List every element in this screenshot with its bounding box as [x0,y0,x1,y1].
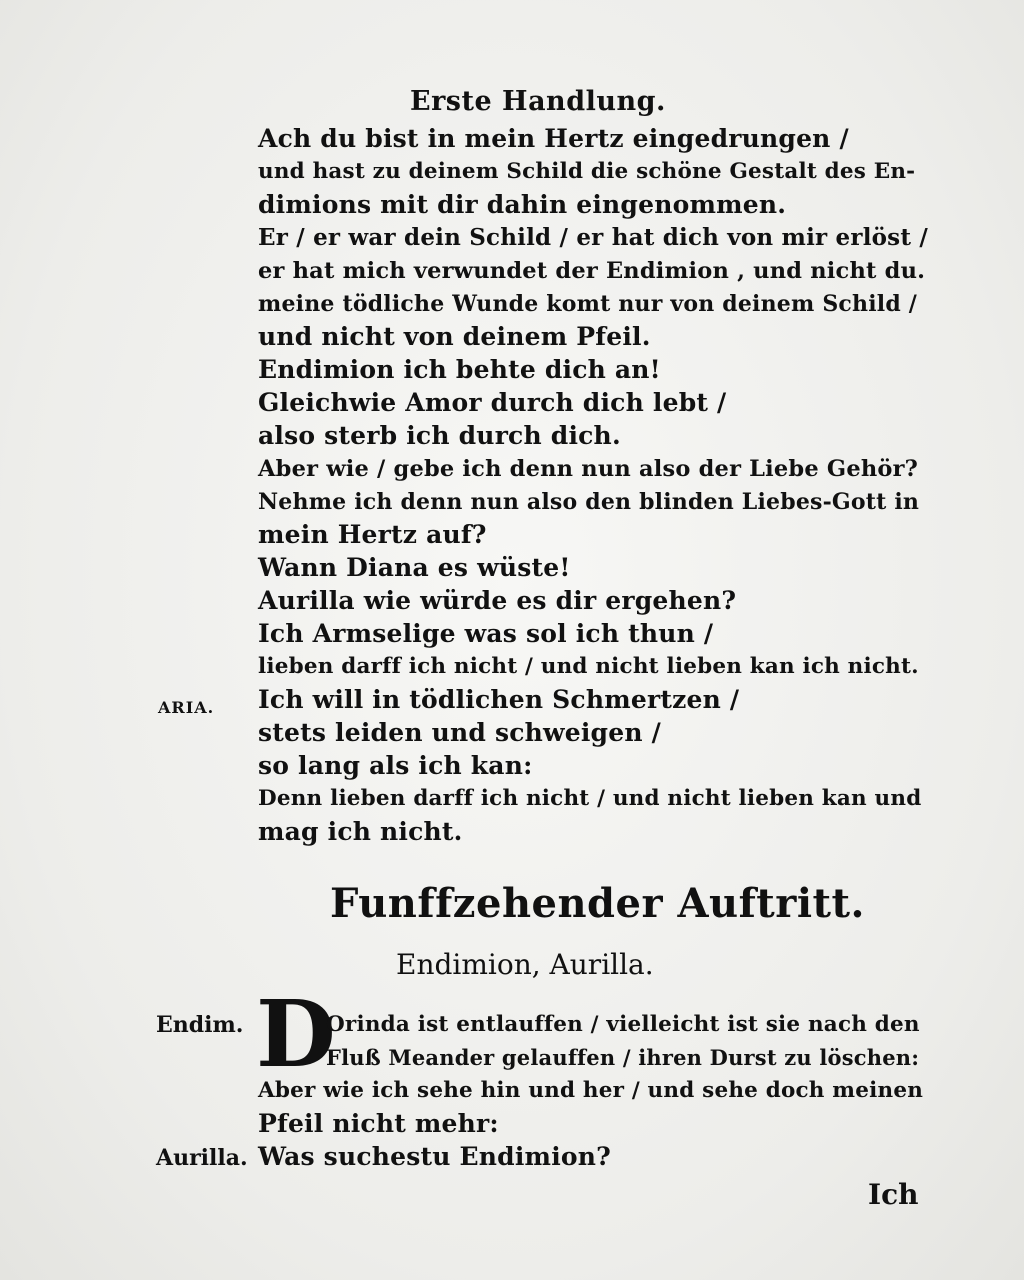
passage-line: also sterb ich durch dich. [258,421,621,450]
speech-line: Fluß Meander gelauffen / ihren Durst zu löschen: [326,1045,920,1070]
passage-line: Denn lieben darff ich nicht / und nicht lieben kan und [258,786,922,811]
passage-line: Nehme ich denn nun also den blinden Liebes-Gott in [258,489,920,515]
speech-line: Pfeil nicht mehr: [258,1109,499,1138]
speech-line: Orinda ist entlauffen / vielleicht ist sie nach den [326,1012,920,1037]
passage-line: Er / er war dein Schild / er hat dich von mir erlöst / [258,224,928,251]
speech-line: Was suchestu Endimion? [258,1142,611,1171]
passage-line: mag ich nicht. [258,817,463,846]
scene-title: Funffzehender Auftritt. [330,880,865,927]
passage-line: Ich will in tödlichen Schmertzen / [258,685,740,714]
passage-line: Wann Diana es wüste! [258,553,571,582]
running-head: Erste Handlung. [410,86,666,117]
passage-line: Aber wie / gebe ich denn nun also der Liebe Gehör? [258,456,919,482]
passage-line: dimions mit dir dahin eingenommen. [258,190,787,219]
passage-line: Aurilla wie würde es dir ergehen? [258,586,737,615]
speaker-label: Endim. [156,1012,244,1038]
drop-cap: D [256,980,336,1088]
catchword: Ich [868,1178,919,1211]
passage-line: Ich Armselige was sol ich thun / [258,619,714,648]
speech-line: Aber wie ich sehe hin und her / und sehe doch meinen [258,1078,924,1103]
passage-line: mein Hertz auf? [258,520,487,549]
passage-line: Ach du bist in mein Hertz eingedrungen / [258,124,849,153]
speaker-label: Aurilla. [156,1145,248,1171]
character-list: Endimion, Aurilla. [396,948,654,981]
passage-line: er hat mich verwundet der Endimion , und nicht du. [258,258,926,284]
passage-line: stets leiden und schweigen / [258,718,661,747]
passage-line: Endimion ich behte dich an! [258,355,661,384]
aria-label: ARIA. [158,698,215,717]
passage-line: und nicht von deinem Pfeil. [258,322,651,351]
passage-line: so lang als ich kan: [258,751,533,780]
passage-line: lieben darff ich nicht / und nicht lieben kan ich nicht. [258,654,919,679]
passage-line: Gleichwie Amor durch dich lebt / [258,388,727,417]
passage-line: und hast zu deinem Schild die schöne Gestalt des En- [258,159,916,184]
passage-line: meine tödliche Wunde komt nur von deinem Schild / [258,291,918,317]
